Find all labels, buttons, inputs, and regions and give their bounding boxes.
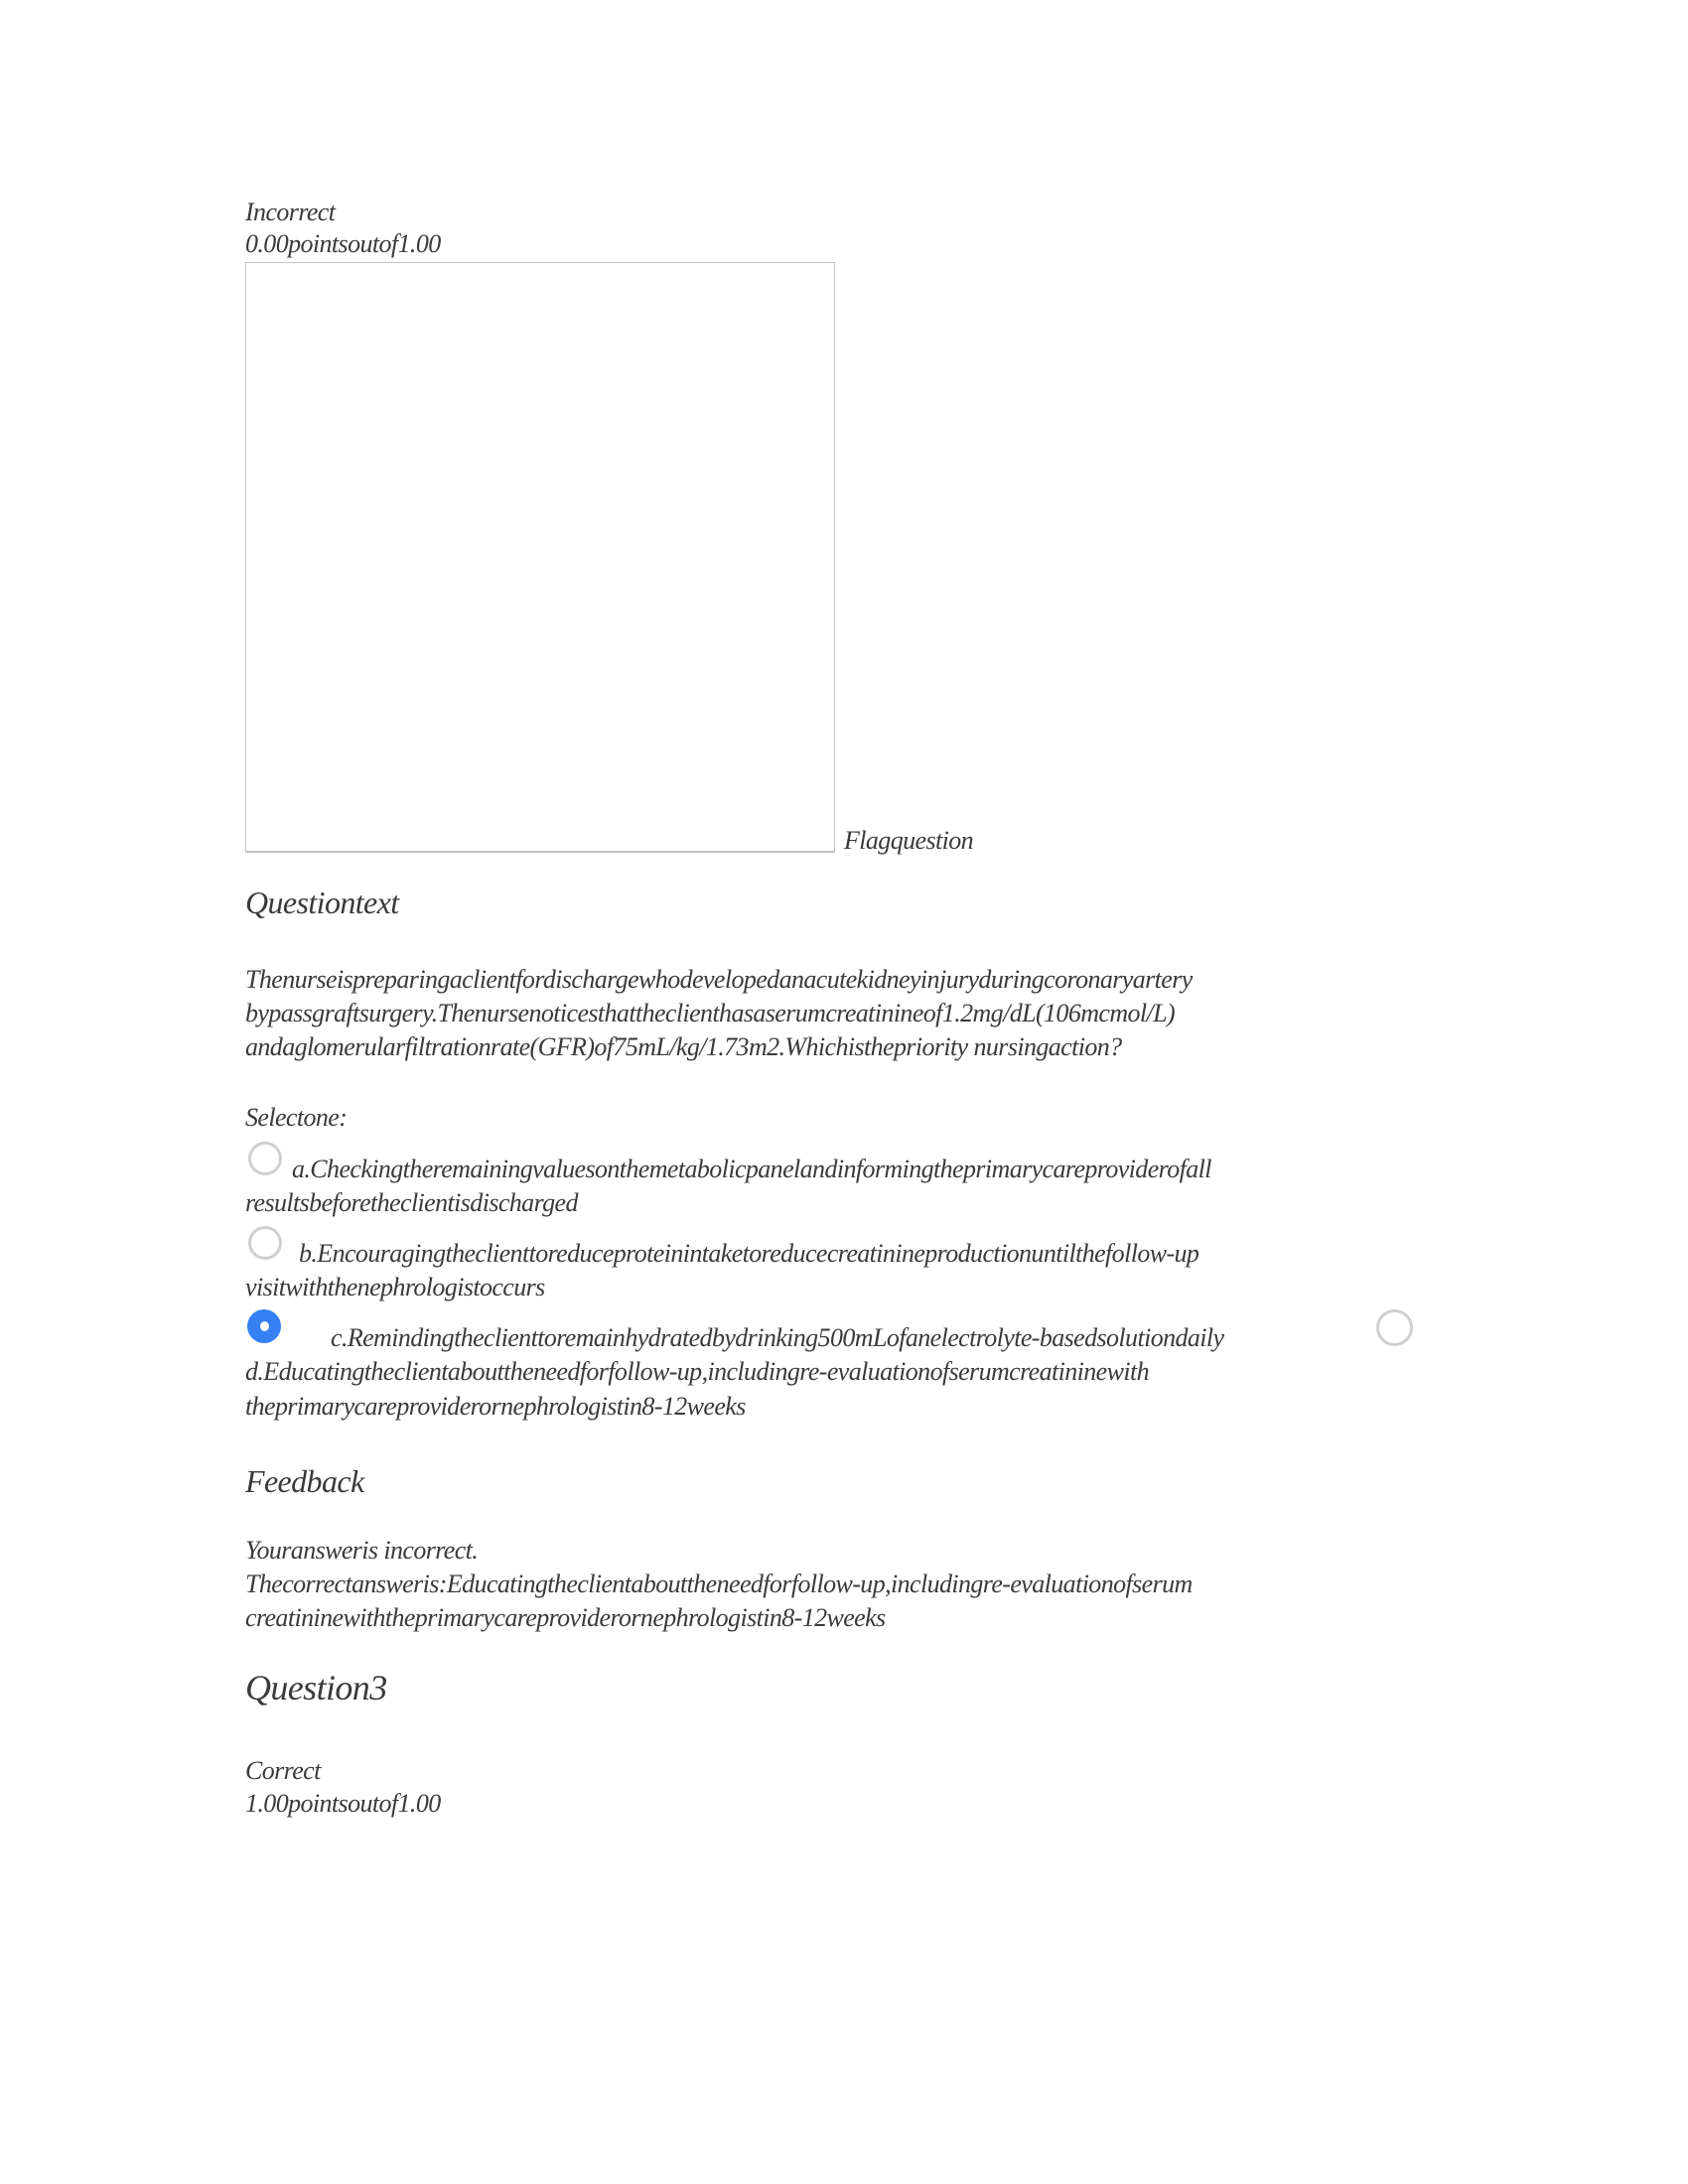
question-line: bypassgraftsurgery.Thenursenoticesthattheclienthasaserumcreatinineof1.2mg/dL(106mcmol/L) bbox=[245, 999, 1176, 1027]
radio-option-b[interactable] bbox=[248, 1226, 282, 1260]
flag-image-placeholder bbox=[245, 262, 835, 852]
radio-option-d[interactable] bbox=[1376, 1309, 1413, 1346]
option-c-label[interactable]: c.Remindingtheclienttoremainhydratedbydrinking500mLofanelectrolyte-basedsolutiondaily bbox=[331, 1323, 1224, 1352]
flag-question-link[interactable]: Flagquestion bbox=[844, 826, 974, 855]
feedback-heading: Feedback bbox=[245, 1463, 364, 1499]
question-3-status: Correct bbox=[245, 1756, 321, 1785]
feedback-line: Thecorrectansweris:Educatingtheclientabouttheneedforfollow-up,includingre-evaluationofserum bbox=[245, 1570, 1193, 1598]
question-3-grade: 1.00pointsoutof1.00 bbox=[245, 1789, 441, 1818]
option-b-label-cont[interactable]: visitwiththenephrologistoccurs bbox=[245, 1273, 545, 1301]
option-d-label[interactable]: d.Educatingtheclientabouttheneedforfollow-up,includingre-evaluationofserumcreatininewith bbox=[245, 1357, 1149, 1386]
option-d-label-cont[interactable]: theprimarycareproviderornephrologistin8-12weeks bbox=[245, 1392, 746, 1421]
question-line: Thenurseispreparingaclientfordischargewhodevelopedanacutekidneyinjuryduringcoronaryartery bbox=[245, 965, 1193, 994]
feedback-line: creatininewiththeprimarycareproviderornephrologistin8-12weeks bbox=[245, 1603, 886, 1632]
option-a-label-cont[interactable]: resultsbeforetheclientisdischarged bbox=[245, 1188, 578, 1217]
radio-option-c-selected[interactable] bbox=[247, 1309, 281, 1343]
option-a-label[interactable]: a.Checkingtheremainingvaluesonthemetabolicpanelandinformingtheprimarycareproviderofall bbox=[292, 1155, 1211, 1183]
question-line: andaglomerularfiltrationrate(GFR)of75mL/kg/1.73m2.Whichisthepriority nursingaction? bbox=[245, 1032, 1122, 1061]
radio-option-a[interactable] bbox=[248, 1142, 282, 1175]
select-one-label: Selectone: bbox=[245, 1103, 348, 1132]
question-grade: 0.00pointsoutof1.00 bbox=[245, 229, 441, 258]
question-3-title: Question3 bbox=[245, 1668, 387, 1707]
feedback-line: Youransweris incorrect. bbox=[245, 1536, 479, 1565]
option-b-label[interactable]: b.Encouragingtheclienttoreduceproteinintaketoreducecreatinineproductionuntilthefollow-up bbox=[299, 1239, 1199, 1268]
question-text-heading: Questiontext bbox=[245, 885, 399, 920]
question-status: Incorrect bbox=[245, 198, 336, 226]
